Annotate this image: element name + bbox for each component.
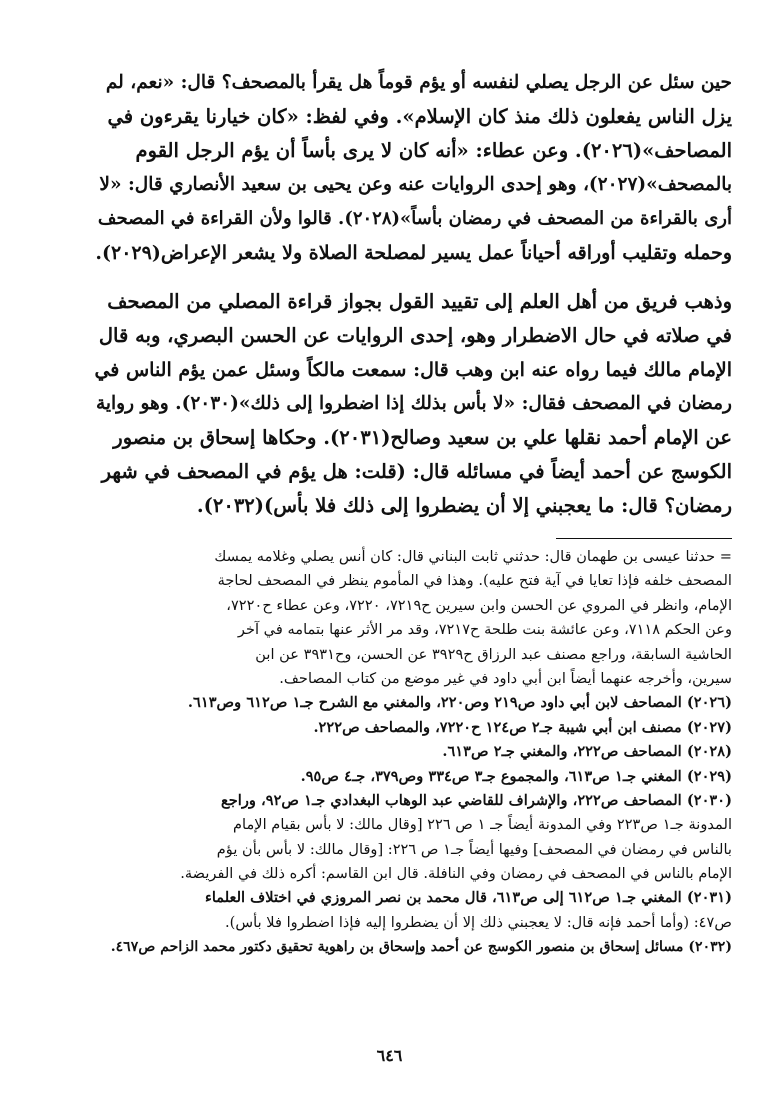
footnote-line: بالناس في رمضان في المصحف] وفيها أيضاً جـ١ ص ٢٢٦: [وقال مالك: لا بأس بأن يؤم [216,840,732,858]
page-number: ٦٤٦ [376,1046,403,1065]
footnote-line: الإمام بالناس في المصحف في رمضان وفي النافلة. قال ابن القاسم: أكره ذلك في الفريضة. [180,865,732,883]
paragraph-1 [92,66,732,270]
text-line: الإمام مالك فيما رواه عنه ابن وهب قال: سمعت مالكاً وسئل عمن يؤم الناس في [94,359,732,381]
footnote-line: الإمام، وانظر في المروي عن الحسن وابن سيرين ح٧٢١٩، ٧٢٢٠، وعن عطاء ح٧٢٢٠، [226,596,732,614]
text-line: المصاحف»(٢٠٢٦). وعن عطاء: «أنه كان لا يرى بأساً أن يؤم الرجل القوم [135,139,732,162]
footnote-line: (٢٠٢٦) المصاحف لابن أبي داود ص٢١٩ وص٢٢٠، والمغني مع الشرح جـ١ ص٦١٢ وص٦١٣. [187,694,732,712]
footnote-line: = حدثنا عيسى بن طهمان قال: حدثني ثابت البناني قال: كان أنس يصلي وغلامه يمسك [214,548,732,565]
paragraph-2 [92,285,732,523]
text-line: عن الإمام أحمد نقلها علي بن سعيد وصالح(٢٠٣١). وحكاها إسحاق بن منصور [113,426,732,449]
text-line: وحمله وتقليب أوراقه أحياناً عمل يسير لمصلحة الصلاة ولا يشعر الإعراض(٢٠٢٩). [95,242,732,264]
text-line: رمضان؟ قال: ما يعجبني إلا أن يضطروا إلى ذلك فلا بأس)(٢٠٣٢). [196,494,732,517]
footnote-line: (٢٠٣٢) مسائل إسحاق بن منصور الكوسج عن أحمد وإسحاق بن راهوية تحقيق دكتور محمد الزاحم ص٤٦٧. [110,939,732,956]
footnote-line: وعن الحكم ٧١١٨، وعن عائشة بنت طلحة ح٧٢١٧، وقد مر الأثر عنها بتمامه في آخر [237,621,732,639]
text-line: يزل الناس يفعلون ذلك منذ كان الإسلام». وفي لفظ: «كان خيارنا يقرءون في [107,105,732,128]
footnote-line: (٢٠٢٧) مصنف ابن أبي شيبة جـ٢ ص١٢٤ ح٧٢٢٠، والمصاحف ص٢٢٢. [313,718,732,736]
footnote-line: (٢٠٢٨) المصاحف ص٢٢٢، والمغني جـ٢ ص٦١٣. [442,743,732,761]
footnote-line: الحاشية السابقة، وراجع مصنف عبد الرزاق ح٣٩٢٩ عن الحسن، وح٣٩٣١ عن ابن [255,645,732,663]
footnote-line: (٢٠٣٠) المصاحف ص٢٢٢، والإشراف للقاضي عبد الوهاب البغدادي جـ١ ص٩٢، وراجع [221,791,732,809]
footnote-line: المدونة جـ١ ص٢٢٣ وفي المدونة أيضاً جـ ١ ص ٢٢٦ [وقال مالك: لا بأس بقيام الإمام [232,816,732,834]
text-line: أرى بالقراءة من المصحف في رمضان بأساً»(٢٠٢٨). قالوا ولأن القراءة في المصحف [97,208,732,229]
text-line: وذهب فريق من أهل العلم إلى تقييد القول بجواز قراءة المصلي من المصحف [107,290,732,313]
text-line: حين سئل عن الرجل يصلي لنفسه أو يؤم قوماً هل يقرأ بالمصحف؟ قال: «نعم، لم [105,72,732,93]
footnote-line: سيرين، وأخرجه عنهما أيضاً ابن أبي داود في غير موضع من كتاب المصاحف. [279,669,732,687]
footnote-line: (٢٠٢٩) المغني جـ١ ص٦١٣، والمجموع جـ٣ ص٣٣٤ وص٣٧٩، جـ٤ ص٩٥. [300,767,732,785]
footnote-line: (٢٠٣١) المغني جـ١ ص٦١٢ إلى ص٦١٣، قال محمد بن نصر المروزي في اختلاف العلماء [204,889,732,907]
text-line: رمضان في المصحف فقال: «لا بأس بذلك إذا اضطروا إلى ذلك»(٢٠٣٠). وهو رواية [95,393,732,414]
footnotes [92,545,732,960]
text-line: في صلاته في حال الاضطرار وهو، إحدى الروايات عن الحسن البصري، وبه قال [98,324,732,347]
footnote-line: المصحف خلفه فإذا تعايا في آية فتح عليه). وهذا في المأموم ينظر في المصحف لحاجة [217,572,732,590]
text-line: بالمصحف»(٢٠٢٧)، وهو إحدى الروايات عنه وعن يحيى بن سعيد الأنصاري قال: «لا [99,174,732,195]
footnote-line: ص٤٧: (وأما أحمد فإنه قال: لا يعجبني ذلك إلا أن يضطروا إليه فإذا اضطروا فلا بأس). [225,913,732,931]
text-line: الكوسج عن أحمد أيضاً في مسائله قال: (قلت: هل يؤم في المصحف في شهر [101,460,732,483]
footnote-separator [556,538,732,539]
